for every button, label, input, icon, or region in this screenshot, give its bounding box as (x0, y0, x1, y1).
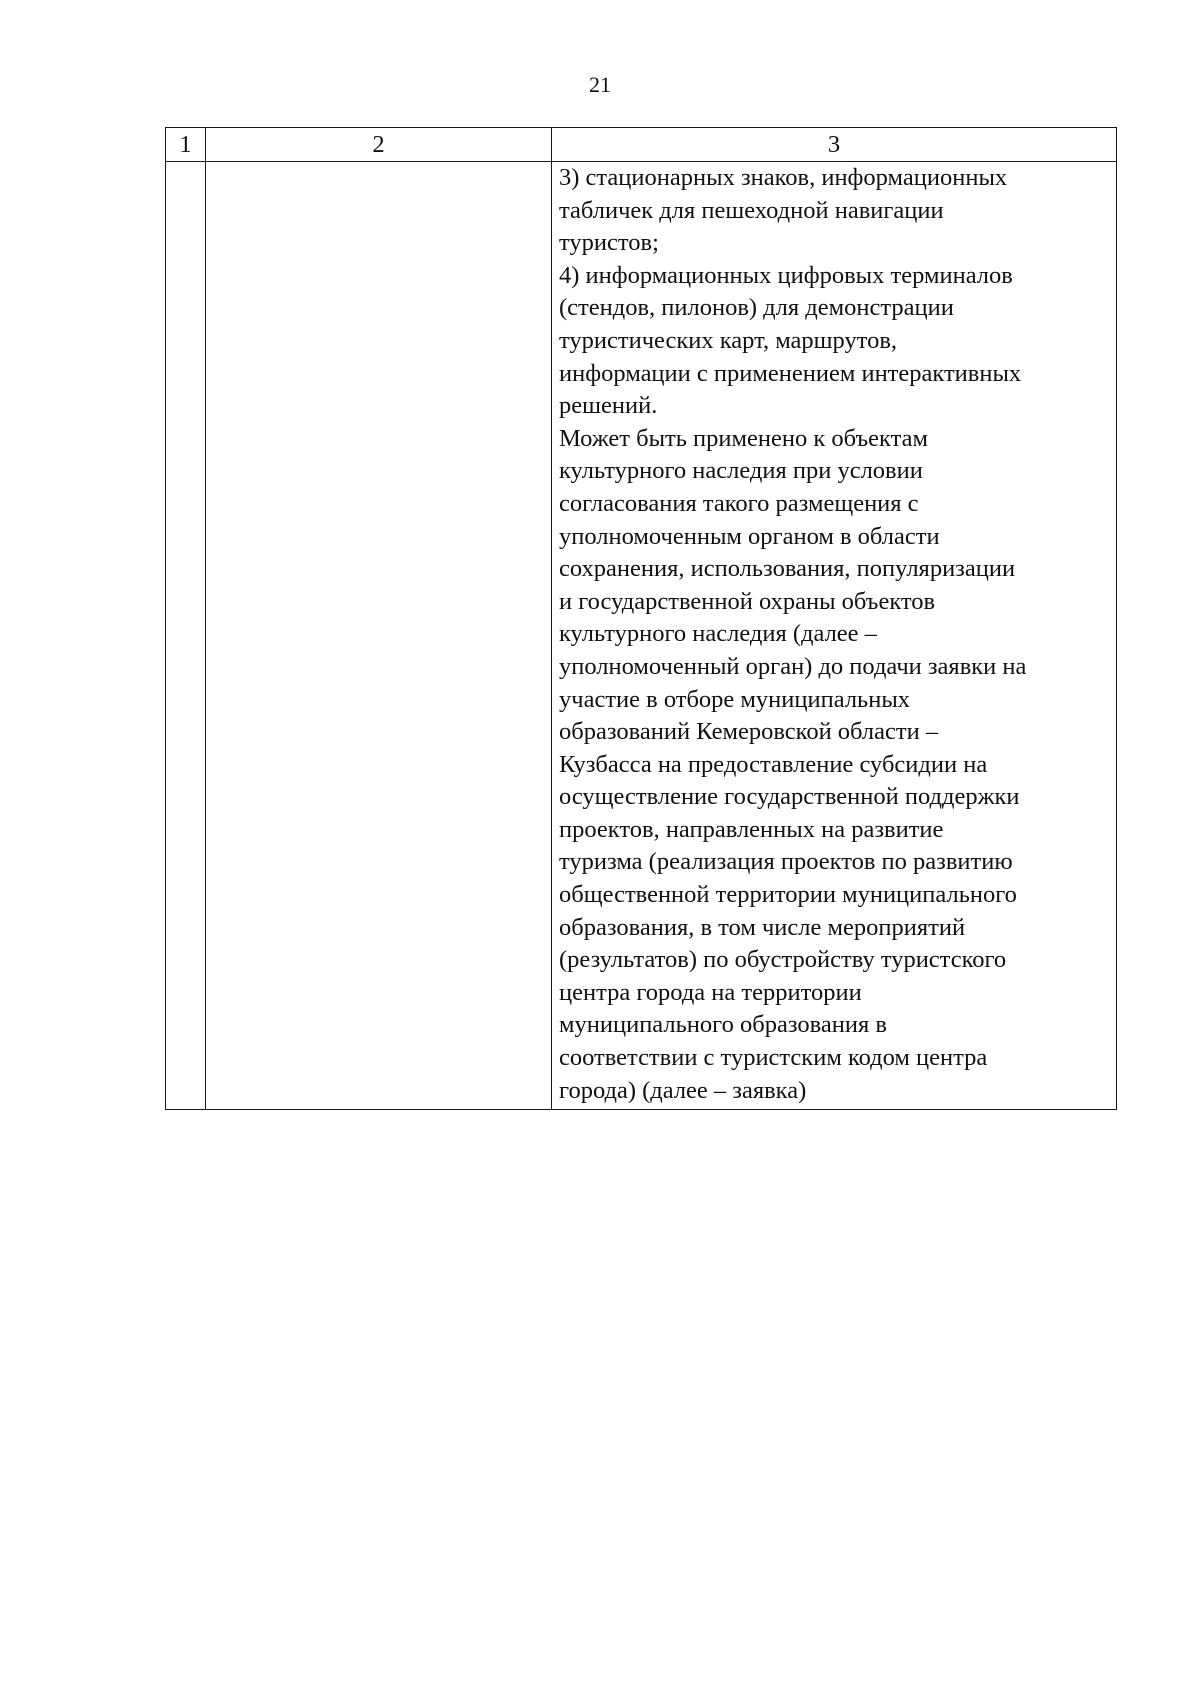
page-number: 21 (589, 72, 611, 97)
cell-col-1 (166, 162, 206, 1110)
text-line: сохранения, использования, популяризации (559, 555, 1016, 583)
text-line: уполномоченный орган) до подачи заявки на (559, 652, 1027, 680)
text-line: 4) информационных цифровых терминалов (559, 261, 1013, 289)
text-line: туристов; (559, 229, 659, 257)
table-header-row (166, 128, 1117, 162)
text-line: культурного наследия при условии (559, 457, 923, 485)
text-line: и государственной охраны объектов (559, 587, 936, 615)
text-line: муниципального образования в (559, 1011, 887, 1039)
column-number-1: 1 (166, 128, 206, 162)
text-line: уполномоченным органом в области (559, 522, 940, 550)
text-line: участие в отборе муниципальных (559, 685, 911, 713)
text-line: осуществление государственной поддержки (559, 783, 1020, 811)
text-line: решений. (559, 392, 658, 420)
cell-col-3-text (552, 162, 1116, 1109)
text-line: проектов, направленных на развитие (559, 815, 944, 843)
text-line: образований Кемеровской области – (559, 718, 939, 746)
text-line: туризма (реализация проектов по развитию (559, 848, 1013, 876)
text-line: культурного наследия (далее – (559, 620, 877, 648)
text-line: Может быть применено к объектам (559, 424, 929, 452)
text-line: общественной территории муниципального (559, 881, 1017, 909)
column-number-3: 3 (552, 128, 1117, 162)
document-table (165, 127, 1117, 1110)
text-line: согласования такого размещения с (559, 489, 919, 517)
cell-col-3 (552, 162, 1117, 1110)
cell-col-2 (206, 162, 552, 1110)
text-line: Кузбасса на предоставление субсидии на (559, 750, 988, 778)
column-number-2: 2 (206, 128, 552, 162)
text-line: (результатов) по обустройству туристского (559, 946, 1007, 974)
text-line: информации с применением интерактивных (559, 359, 1022, 387)
text-line: (стендов, пилонов) для демонстрации (559, 294, 954, 322)
text-line: 3) стационарных знаков, информационных (559, 164, 1008, 191)
text-line: туристических карт, маршрутов, (559, 326, 898, 354)
table-row (166, 162, 1117, 1110)
text-line: центра города на территории (559, 978, 862, 1006)
text-line: табличек для пешеходной навигации (559, 196, 944, 224)
text-line: соответствии с туристским кодом центра (559, 1044, 988, 1072)
text-line: образования, в том числе мероприятий (559, 913, 966, 941)
text-line: города) (далее – заявка) (559, 1076, 807, 1104)
